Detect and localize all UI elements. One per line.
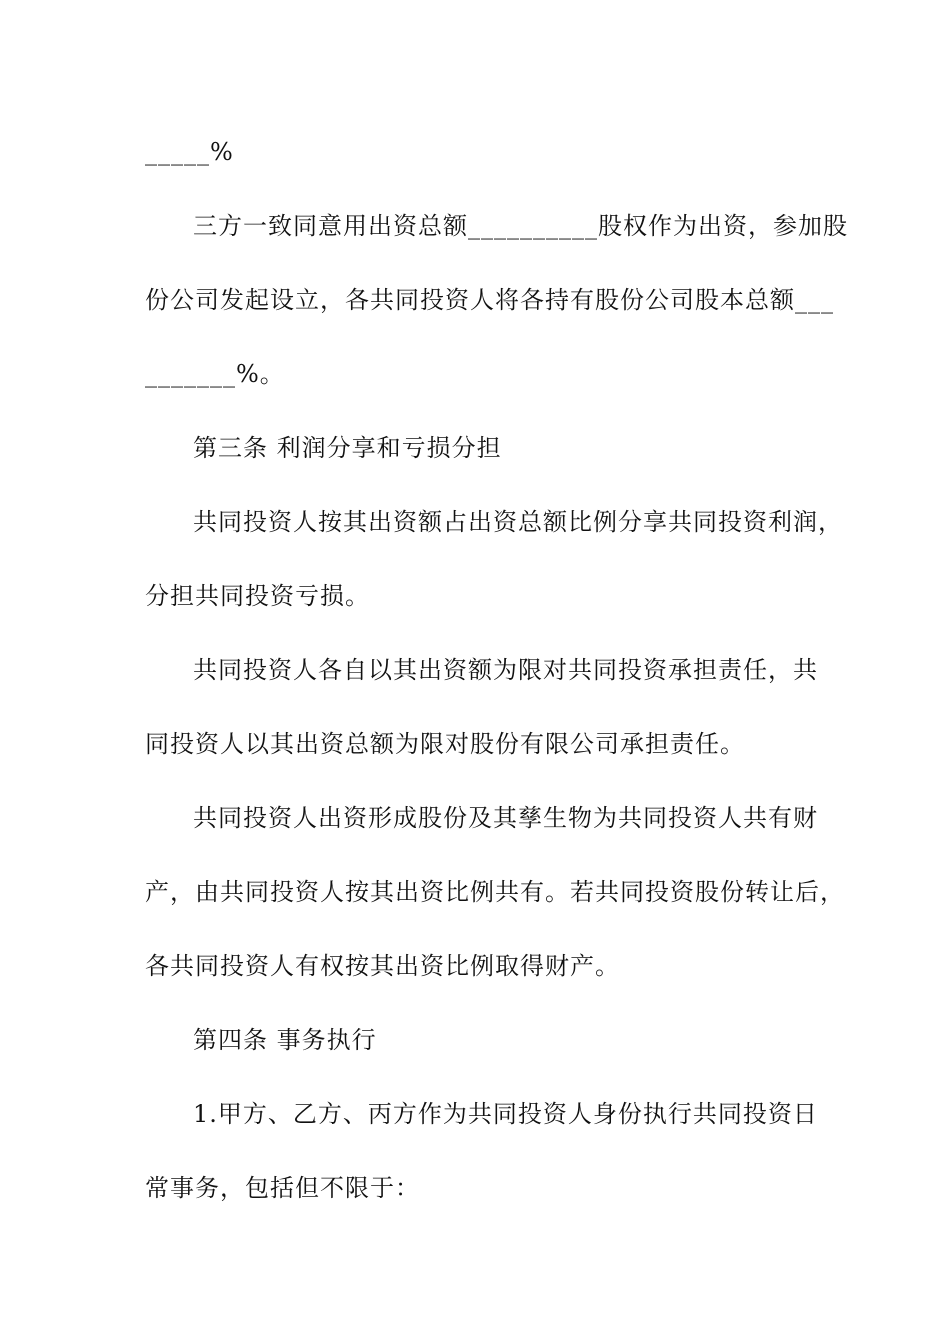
paragraph-line: 共同投资人出资形成股份及其孳生物为共同投资人共有财 xyxy=(193,804,818,832)
paragraph-line: 同投资人以其出资总额为限对股份有限公司承担责任。 xyxy=(145,730,745,758)
section-heading-article-4: 第四条 事务执行 xyxy=(193,1026,377,1054)
paragraph-line: 共同投资人各自以其出资额为限对共同投资承担责任，共 xyxy=(193,656,818,684)
paragraph-line: 各共同投资人有权按其出资比例取得财产。 xyxy=(145,952,620,980)
paragraph-line: 份公司发起设立，各共同投资人将各持有股份公司股本总额___ xyxy=(145,286,834,314)
paragraph-line: 产，由共同投资人按其出资比例共有。若共同投资股份转让后， xyxy=(145,878,845,906)
blank-percent-line: _____% xyxy=(145,138,234,166)
paragraph-line: _______%。 xyxy=(145,360,285,388)
list-item-line: 1.甲方、乙方、丙方作为共同投资人身份执行共同投资日 xyxy=(193,1100,818,1128)
paragraph-line: 共同投资人按其出资额占出资总额比例分享共同投资利润， xyxy=(193,508,843,536)
section-heading-article-3: 第三条 利润分享和亏损分担 xyxy=(193,434,502,462)
paragraph-line: 分担共同投资亏损。 xyxy=(145,582,370,610)
list-item-line: 常事务，包括但不限于： xyxy=(145,1174,420,1202)
paragraph-line: 三方一致同意用出资总额__________股权作为出资，参加股 xyxy=(193,212,848,240)
